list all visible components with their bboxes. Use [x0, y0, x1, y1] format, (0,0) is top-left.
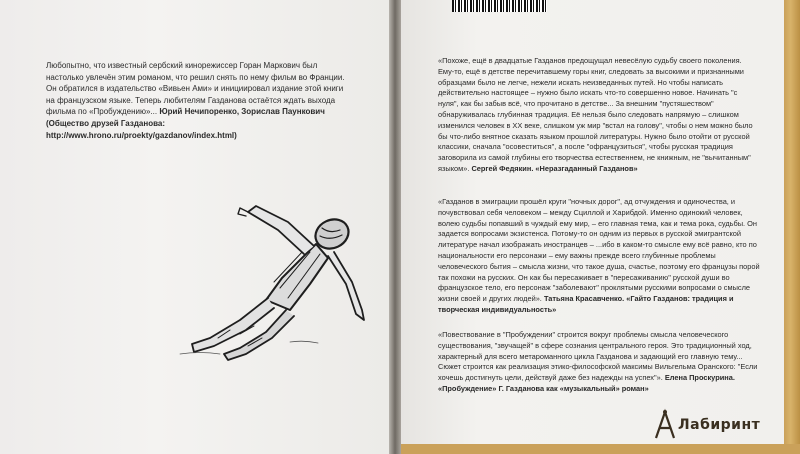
- quote2-text: «Газданов в эмиграции прошёл круги "ночных дорог", ад отчуждения и одиночества, и почувствовал себя человеком – между Сциллой и Харибдой. Именно одинокий человек, волею судьбы попавший в чуждый ему мир, – его главная тема, как и тема рока, судьбы. Он задается вопросами экзистенса. Потому-то он одним из первых в русской эмигрантской литературе начал изображать иностранцев – ...ибо в каком-то смысле ему всё равно, кто по национальности его персонажи – ему важны прежде всего глубинные проблемы человеческого бытия – смысла жизни, что такое душа, счастье, поэтому его французы порой так похожи на русских. Он как бы пересаживает в "пересаживанию" русской души во французское тело, его персонаж "заболевают" проклятыми русскими вопросами о смысле жизни своей и других людей».: [438, 197, 760, 304]
- labirint-watermark: [652, 408, 772, 440]
- quote2-author: Татьяна Красавченко. «Гайто Газданов: традиция и творческая индивидуальность»: [438, 294, 734, 314]
- quote-fedyakin: [438, 56, 760, 175]
- watermark-text: Лабиринт: [678, 417, 761, 433]
- book-gutter: [389, 0, 401, 454]
- quote1-text: «Похоже, ещё в двадцатые Газданов предощущал невесёлую судьбу своего поколения. Ему-то, ещё в детстве перечитавшему горы книг, следовать за высокими и признанными образцами было не легче, нежели искать неизведанных путей. Но чтобы написать действительно настоящее – нужно было искать что-то совершенно новое. Начинать "с нуля", как бы забыв всё, что прочитано в детстве... За внешним "пустяшеством" обнаруживалась глубинная традиция. Её нельзя было следовать напрямую – слишком изменился человек в XX веке, слишком уж мир "встал на голову", чтобы о нем можно было бы что-либо внятное сказать языком прошлой литературы. Нужно было отойти от русской классики, сначала "осовеститься", а после "офранцузиться", чтобы русская традиция заговорила из самой глубины его творчества естественнем, не книжным, не "вычитанным" языком».: [438, 56, 753, 173]
- cover-edge: [784, 0, 800, 454]
- left-paragraph: Любопытно, что известный сербский кинорежиссер Горан Маркович был настолько увлечён этим романом, что решил снять по нему фильм во Франции. Он обратился в издательство «Вивьен Ами» и инициировал издание этой книги на французском языке. Теперь любителям Газданова остаётся ждать выхода фильма по «Пробуждению»...: [46, 61, 345, 117]
- left-page: [0, 0, 389, 454]
- lying-figure-illustration: [170, 192, 380, 362]
- quote3-author: Елена Проскурина. «Пробуждение» Г. Газданова как «музыкальный» роман»: [438, 373, 735, 393]
- barcode-strip: [452, 0, 547, 12]
- left-page-text: [46, 60, 346, 141]
- left-attribution: Юрий Нечипоренко, Зорислав Паункович (Общество друзей Газданова: http://www.hrono.ru/proekty/gazdanov/index.html): [46, 107, 325, 140]
- quote-krasavchenko: [438, 197, 760, 316]
- quote-proskurina: [438, 330, 760, 395]
- labirint-logo-icon: [652, 408, 678, 440]
- quote3-text: «Повествование в "Пробуждении" строится вокруг проблемы смысла человеческого существования, "звучащей" в сфере сознания центрального героя. Это традиционный ход, характерный для всего метароманного цикла Газданова и задающий его главную тему... Сюжет строится как реализация этико-философской максимы Вильгельма Оранского: "Если хочешь достигнуть цели, действуй даже без надежды на успех"».: [438, 330, 758, 383]
- quote1-author: Сергей Федякин. «Неразгаданный Газданов»: [471, 163, 638, 173]
- cover-bottom-edge: [401, 444, 800, 454]
